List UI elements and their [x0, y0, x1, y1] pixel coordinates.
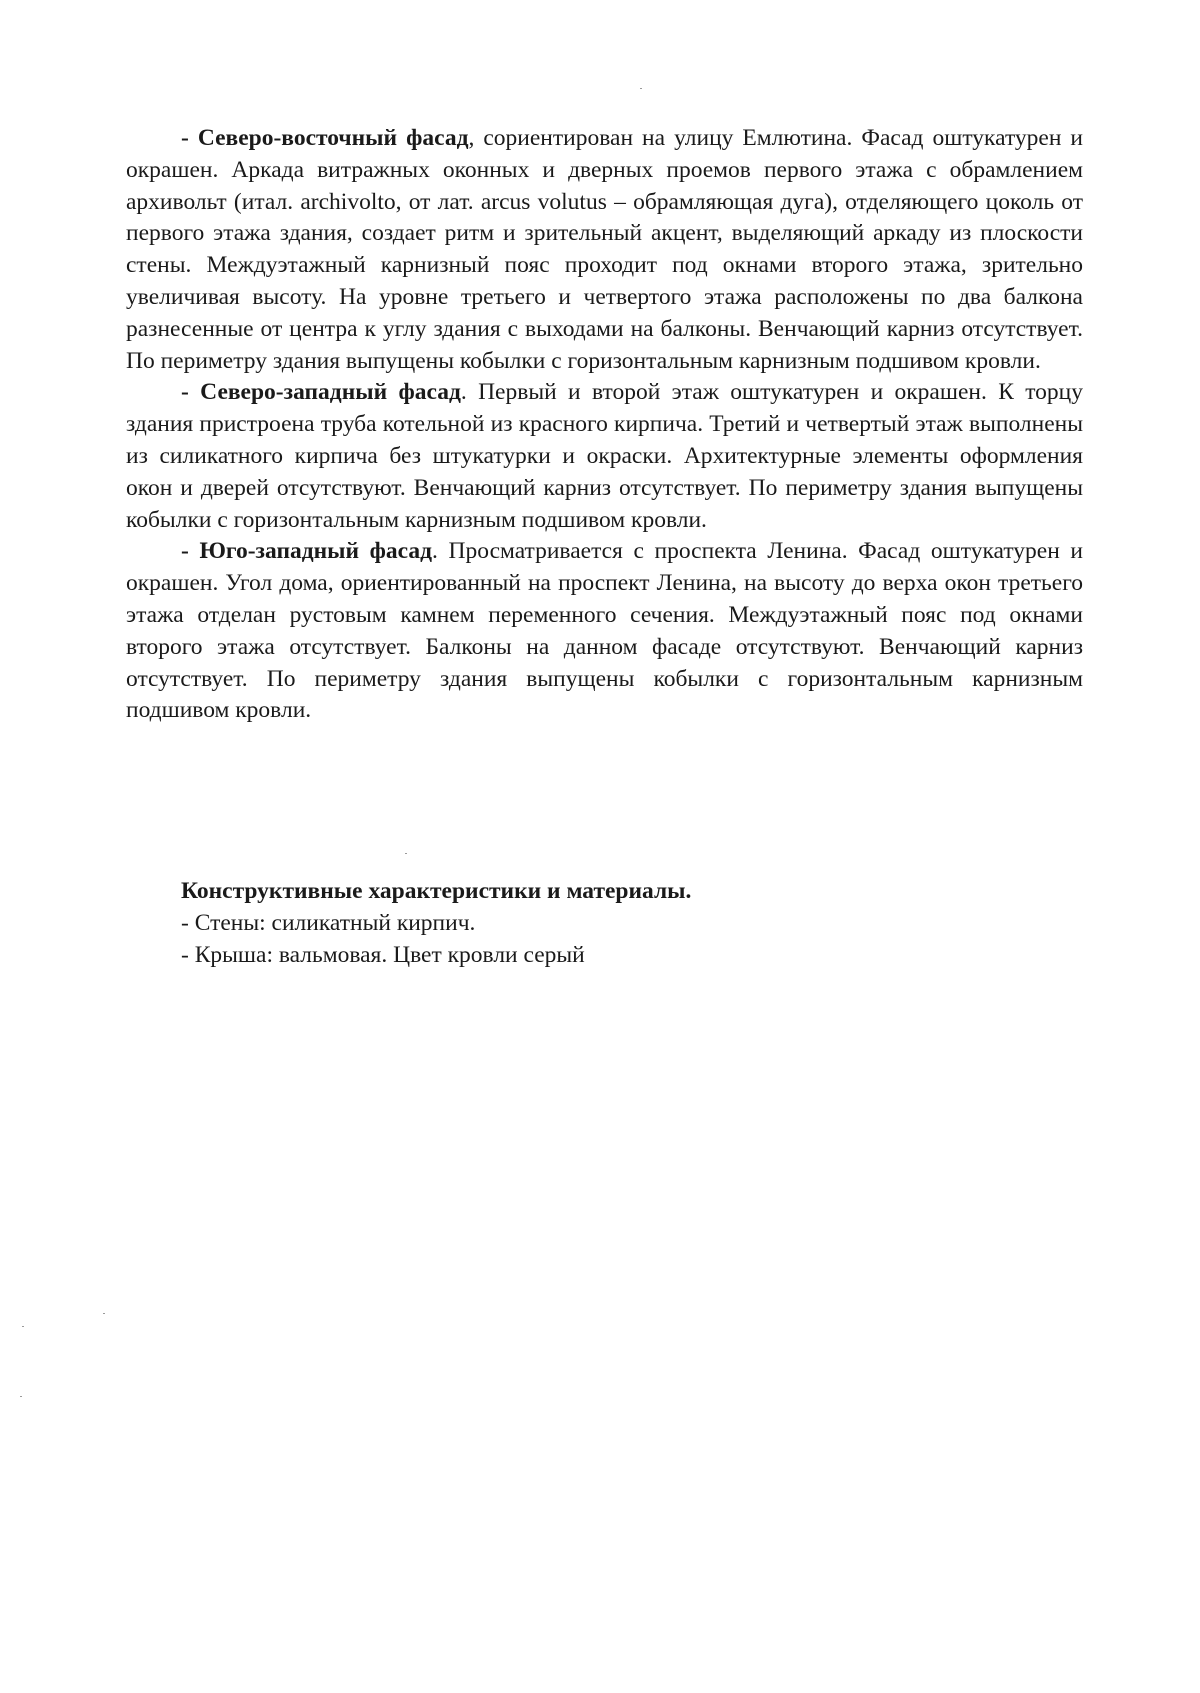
paragraph-northeast-facade	[126, 123, 1083, 377]
paragraph-southwest-facade	[126, 536, 1083, 727]
paragraph-northwest-facade	[126, 377, 1083, 536]
materials-section	[181, 876, 1061, 971]
section-heading: Конструктивные характеристики и материалы.	[181, 878, 692, 904]
scan-speck	[22, 1326, 24, 1327]
scan-speck	[405, 853, 407, 854]
scan-speck	[103, 1313, 105, 1314]
section-line-roof: - Крыша: вальмовая. Цвет кровли серый	[181, 941, 585, 968]
paragraph-lead: - Северо-восточный фасад	[181, 125, 469, 151]
facade-description	[126, 123, 1083, 727]
section-line-walls: - Стены: силикатный кирпич.	[181, 909, 476, 936]
paragraph-text: . Просматривается с проспекта Ленина. Фасад оштукатурен и окрашен. Угол дома, ориентированный на проспект Ленина, на высоту до верха окон третьего этажа отделан рустовым камнем переменного сечения. Междуэтажный пояс под окнами второго этажа отсутствует. Балконы на данном фасаде отсутствуют. Венчающий карниз отсутствует. По периметру здания выпущены кобылки с горизонтальным карнизным подшивом кровли.	[126, 538, 1083, 724]
paragraph-text: , сориентирован на улицу Емлютина. Фасад оштукатурен и окрашен. Аркада витражных оконных и дверных проемов первого этажа с обрамлением архивольт (итал. archivolto, от лат. arcus volutus – обрамляющая дуга), отделяющего цоколь от первого этажа здания, создает ритм и зрительный акцент, выделяющий аркаду из плоскости стены. Междуэтажный карнизный пояс проходит под окнами второго этажа, зрительно увеличивая высоту. На уровне третьего и четвертого этажа расположены по два балкона разнесенные от центра к углу здания с выходами на балконы. Венчающий карниз отсутствует. По периметру здания выпущены кобылки с горизонтальным карнизным подшивом кровли.	[126, 125, 1084, 374]
scan-speck	[640, 88, 642, 89]
paragraph-text: . Первый и второй этаж оштукатурен и окрашен. К торцу здания пристроена труба котельной из красного кирпича. Третий и четвертый этаж выполнены из силикатного кирпича без штукатурки и окраски. Архитектурные элементы оформления окон и дверей отсутствуют. Венчающий карниз отсутствует. По периметру здания выпущены кобылки с горизонтальным карнизным подшивом кровли.	[126, 379, 1084, 533]
paragraph-lead: - Северо-западный фасад	[181, 379, 461, 406]
paragraph-lead: - Юго-западный фасад	[181, 538, 433, 565]
scan-speck	[20, 1396, 22, 1397]
